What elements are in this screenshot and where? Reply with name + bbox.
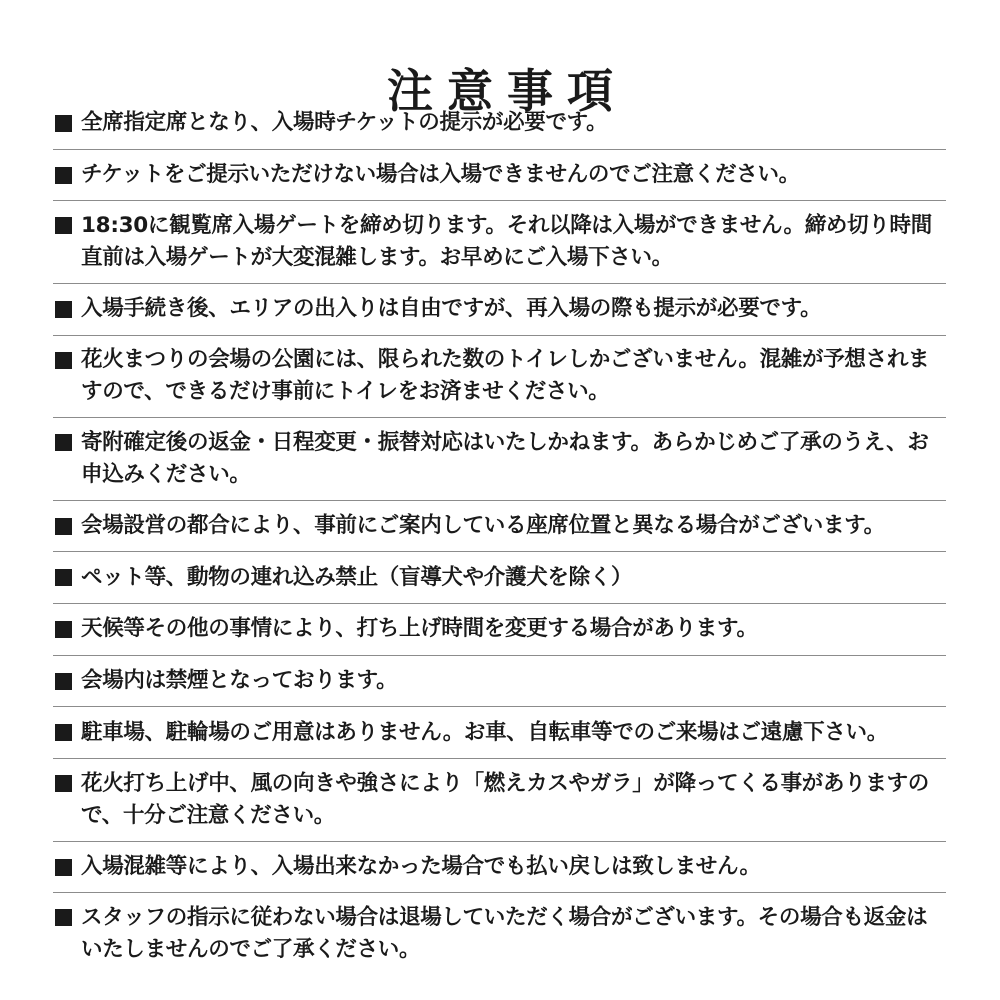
square-bullet-icon (55, 217, 72, 234)
notice-item (53, 842, 946, 894)
notice-item (53, 284, 946, 336)
notice-item (53, 893, 946, 976)
square-bullet-icon (55, 724, 72, 741)
square-bullet-icon (55, 518, 72, 535)
notice-item (53, 656, 946, 708)
square-bullet-icon (55, 301, 72, 318)
page-title: 注意事項 (387, 63, 627, 118)
notice-text: 入場混雑等により、入場出来なかった場合でも払い戻しは致しません。 (81, 853, 761, 879)
notice-item (53, 552, 946, 604)
square-bullet-icon (55, 775, 72, 792)
notice-text: 会場設営の都合により、事前にご案内している座席位置と異なる場合がございます。 (81, 512, 885, 538)
square-bullet-icon (55, 621, 72, 638)
square-bullet-icon (55, 673, 72, 690)
notice-text: 駐車場、駐輪場のご用意はありません。お車、自転車等でのご来場はご遠慮下さい。 (81, 719, 888, 745)
notice-text: チケットをご提示いただけない場合は入場できませんのでご注意ください。 (81, 162, 800, 188)
notice-item (53, 418, 946, 501)
notice-item (53, 98, 946, 150)
notice-text: スタッフの指示に従わない場合は退場していただく場合がございます。その場合も返金はいたしませんのでご了承ください。 (81, 905, 928, 963)
notice-text: 会場内は禁煙となっております。 (81, 667, 398, 693)
notice-text: 天候等その他の事情により、打ち上げ時間を変更する場合があります。 (81, 616, 758, 642)
notice-item (53, 759, 946, 842)
notice-item (53, 604, 946, 656)
notice-item (53, 150, 946, 202)
notice-text: ペット等、動物の連れ込み禁止（盲導犬や介護犬を除く） (81, 564, 633, 590)
notice-text: 入場手続き後、エリアの出入りは自由ですが、再入場の際も提示が必要です。 (81, 296, 822, 322)
notice-text: 花火打ち上げ中、風の向きや強さにより「燃えカスやガラ」が降ってくる事がありますので、十分ご注意ください。 (81, 770, 930, 828)
square-bullet-icon (55, 352, 72, 369)
notice-text: 花火まつりの会場の公園には、限られた数のトイレしかございません。混雑が予想されますので、できるだけ事前にトイレをお済ませください。 (81, 347, 930, 405)
notice-list (53, 98, 946, 976)
square-bullet-icon (55, 115, 72, 132)
square-bullet-icon (55, 859, 72, 876)
notice-text: 寄附確定後の返金・日程変更・振替対応はいたしかねます。あらかじめご了承のうえ、お申込みください。 (81, 429, 929, 487)
notice-item (53, 707, 946, 759)
square-bullet-icon (55, 167, 72, 184)
notice-text: 全席指定席となり、入場時チケットの提示が必要です。 (81, 110, 608, 136)
notice-item (53, 501, 946, 553)
notice-item (53, 336, 946, 419)
notice-item (53, 201, 946, 284)
square-bullet-icon (55, 909, 72, 926)
square-bullet-icon (55, 434, 72, 451)
notice-text: 18:30に観覧席入場ゲートを締め切ります。それ以降は入場ができません。締め切り時間直前は入場ゲートが大変混雑します。お早めにご入場下さい。 (81, 213, 932, 271)
square-bullet-icon (55, 569, 72, 586)
